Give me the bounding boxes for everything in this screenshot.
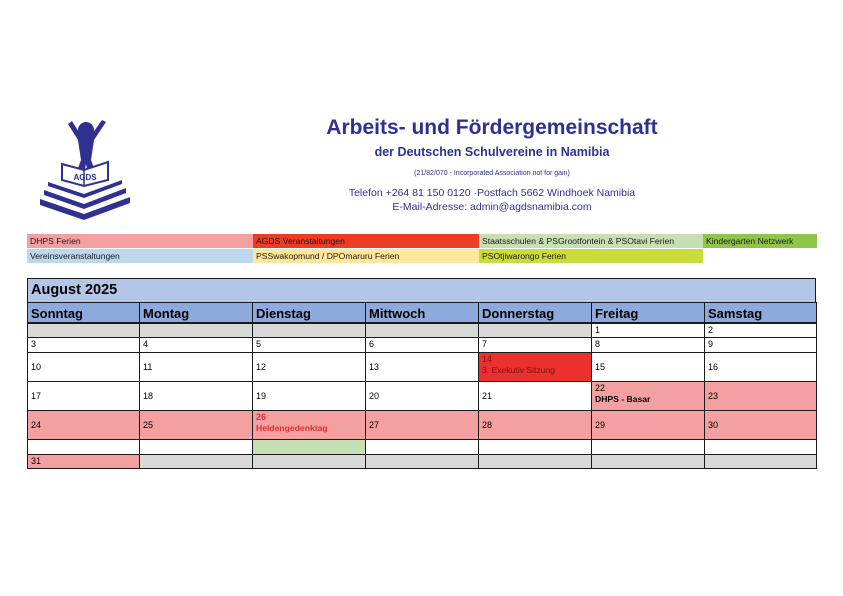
- day-empty: [365, 323, 479, 338]
- spacer-cell: [591, 439, 705, 455]
- day-cell-3: 3: [27, 337, 140, 353]
- day-cell-22: 22 DHPS - Basar: [591, 381, 705, 411]
- day-cell-19: 19: [252, 381, 366, 411]
- day-cell-20: 20: [365, 381, 479, 411]
- day-cell-23: 23: [704, 381, 817, 411]
- day-cell-9: 9: [704, 337, 817, 353]
- day-cell-26: 26 Heldengedenktag: [252, 410, 366, 440]
- day-empty: [252, 454, 366, 469]
- agds-logo: [38, 118, 130, 224]
- day-empty: [27, 323, 140, 338]
- legend-vereinsveranstaltungen: Vereinsveranstaltungen: [27, 249, 253, 263]
- day-empty: [139, 454, 253, 469]
- day-cell-17: 17: [27, 381, 140, 411]
- legend-agds-veranstaltungen: AGDS Veranstaltungen: [253, 234, 479, 248]
- weekday-freitag: Freitag: [591, 302, 705, 323]
- day-cell-27: 27: [365, 410, 479, 440]
- day-cell-15: 15: [591, 352, 705, 382]
- day-empty: [252, 323, 366, 338]
- day-cell-16: 16: [704, 352, 817, 382]
- day-cell-2: 2: [704, 323, 817, 338]
- day-cell-10: 10: [27, 352, 140, 382]
- contact-email: E-Mail-Adresse: admin@agdsnamibia.com: [392, 201, 592, 213]
- day-cell-6: 6: [365, 337, 479, 353]
- day-cell-24: 24: [27, 410, 140, 440]
- spacer-cell: [139, 439, 253, 455]
- day-cell-21: 21: [478, 381, 592, 411]
- legend-psotjiwarongo-ferien: PSOtjiwarongo Ferien: [479, 249, 703, 263]
- weekday-mittwoch: Mittwoch: [365, 302, 479, 323]
- event-dhps-basar: DHPS - Basar: [595, 394, 651, 404]
- day-cell-25: 25: [139, 410, 253, 440]
- legend-psswakopmund-ferien: PSSwakopmund / DPOmaruru Ferien: [253, 249, 479, 263]
- spacer-cell: [478, 439, 592, 455]
- spacer-cell: [27, 439, 140, 455]
- day-empty: [591, 454, 705, 469]
- day-cell-5: 5: [252, 337, 366, 353]
- day-empty: [365, 454, 479, 469]
- day-cell-1: 1: [591, 323, 705, 338]
- day-cell-14: 14 3. Exekutiv Sitzung: [478, 352, 592, 382]
- day-empty: [139, 323, 253, 338]
- day-cell-12: 12: [252, 352, 366, 382]
- day-cell-29: 29: [591, 410, 705, 440]
- registration-note: (21/82/070 - Incorporated Association not for gain): [414, 170, 570, 177]
- day-cell-31: 31: [27, 454, 140, 469]
- weekday-samstag: Samstag: [704, 302, 817, 323]
- contact-phone: Telefon +264 81 150 0120 ·Postfach 5662 Windhoek Namibia: [348, 187, 636, 199]
- day-cell-11: 11: [139, 352, 253, 382]
- day-cell-4: 4: [139, 337, 253, 353]
- weekday-montag: Montag: [139, 302, 253, 323]
- day-empty: [478, 454, 592, 469]
- spacer-cell: [365, 439, 479, 455]
- day-empty: [704, 454, 817, 469]
- legend-kindergarten-netzwerk: Kindergarten Netzwerk: [703, 234, 817, 248]
- logo-text: AGDS: [73, 173, 97, 182]
- org-title: Arbeits- und Fördergemeinschaft: [326, 116, 658, 139]
- org-subtitle: der Deutschen Schulvereine in Namibia: [374, 145, 610, 159]
- event-exekutiv-sitzung: 3. Exekutiv Sitzung: [482, 365, 556, 375]
- weekday-donnerstag: Donnerstag: [478, 302, 592, 323]
- calendar-month-title: August 2025: [27, 278, 816, 302]
- legend-dhps-ferien: DHPS Ferien: [27, 234, 253, 248]
- day-cell-30: 30: [704, 410, 817, 440]
- day-cell-7: 7: [478, 337, 592, 353]
- day-cell-18: 18: [139, 381, 253, 411]
- weekday-sonntag: Sonntag: [27, 302, 140, 323]
- weekday-dienstag: Dienstag: [252, 302, 366, 323]
- legend-staatsschulen-ferien: Staatsschulen & PSGrootfontein & PSOtavi Ferien: [479, 234, 703, 248]
- day-cell-13: 13: [365, 352, 479, 382]
- day-cell-28: 28: [478, 410, 592, 440]
- spacer-cell: [704, 439, 817, 455]
- spacer-cell-holiday: [252, 439, 366, 455]
- day-empty: [478, 323, 592, 338]
- event-heldengedenktag: Heldengedenktag: [256, 423, 328, 433]
- day-cell-8: 8: [591, 337, 705, 353]
